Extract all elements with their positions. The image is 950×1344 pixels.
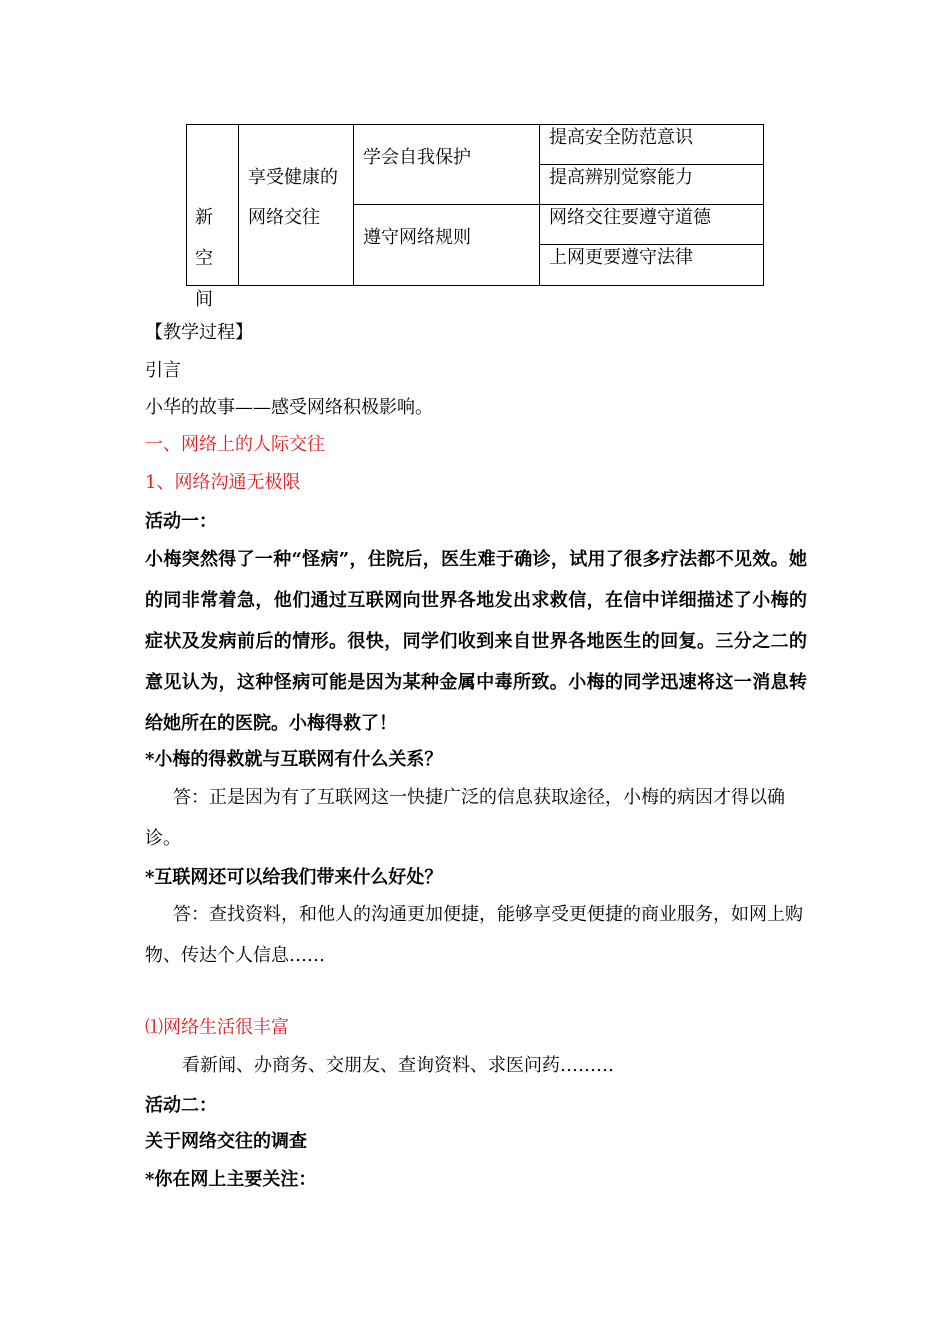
activity-1-label: 活动一：	[145, 511, 217, 532]
table-cell-space-char: 空	[195, 248, 213, 269]
table-cell-between-char: 间	[195, 289, 213, 310]
subsection-1-heading: 1、网络沟通无极限	[145, 472, 301, 493]
table-cell-new-char: 新	[195, 207, 213, 228]
table-cell-rules: 遵守网络规则	[363, 227, 471, 248]
activity-2-title: 关于网络交往的调查	[145, 1131, 307, 1152]
activity-2-label: 活动二：	[145, 1095, 217, 1116]
intro-label: 引言	[145, 360, 181, 381]
activities-list: 看新闻、办商务、交朋友、查询资料、求医问药………	[182, 1055, 614, 1076]
table-cell-self-protection: 学会自我保护	[363, 147, 471, 168]
table-cell-right-4: 上网更要遵守法律	[549, 247, 693, 268]
table-cell-right-3: 网络交往要遵守道德	[549, 207, 711, 228]
story-line: 小华的故事——感受网络积极影响。	[145, 397, 433, 418]
table-cell-right-2: 提高辨别觉察能力	[549, 167, 693, 188]
question-1: *小梅的得救就与互联网有什么关系？	[145, 749, 443, 770]
table-cell-right-1: 提高安全防范意识	[549, 127, 693, 148]
section-1-heading: 一、网络上的人际交往	[145, 434, 325, 455]
answer-2: 答：查找资料，和他人的沟通更加便捷，能够享受更便捷的商业服务，如网上购物、传达个人信息……	[145, 904, 803, 966]
teaching-process-heading: 【教学过程】	[145, 322, 253, 343]
activity-1-paragraph: 小梅突然得了一种“怪病”，住院后，医生难于确诊，试用了很多疗法都不见效。她的同非常着急，他们通过互联网向世界各地发出求救信，在信中详细描述了小梅的症状及发病前后的情形。很快，同学们收到来自世界各地医生的回复。三分之二的意见认为，这种怪病可能是因为某种金属中毒所致。小梅的同学迅速将这一消息转给她所在的医院。小梅得救了！	[145, 549, 807, 734]
answer-1: 答：正是因为有了互联网这一快捷广泛的信息获取途径，小梅的病因才得以确诊。	[145, 787, 785, 849]
question-2: *互联网还可以给我们带来什么好处？	[145, 867, 443, 888]
table-cell-topic-line2: 网络交往	[248, 207, 320, 228]
subsection-2-heading: ⑴网络生活很丰富	[145, 1017, 289, 1038]
question-3: *你在网上主要关注：	[145, 1169, 317, 1190]
table-cell-topic-line1: 享受健康的	[248, 167, 338, 188]
summary-table	[186, 124, 764, 286]
